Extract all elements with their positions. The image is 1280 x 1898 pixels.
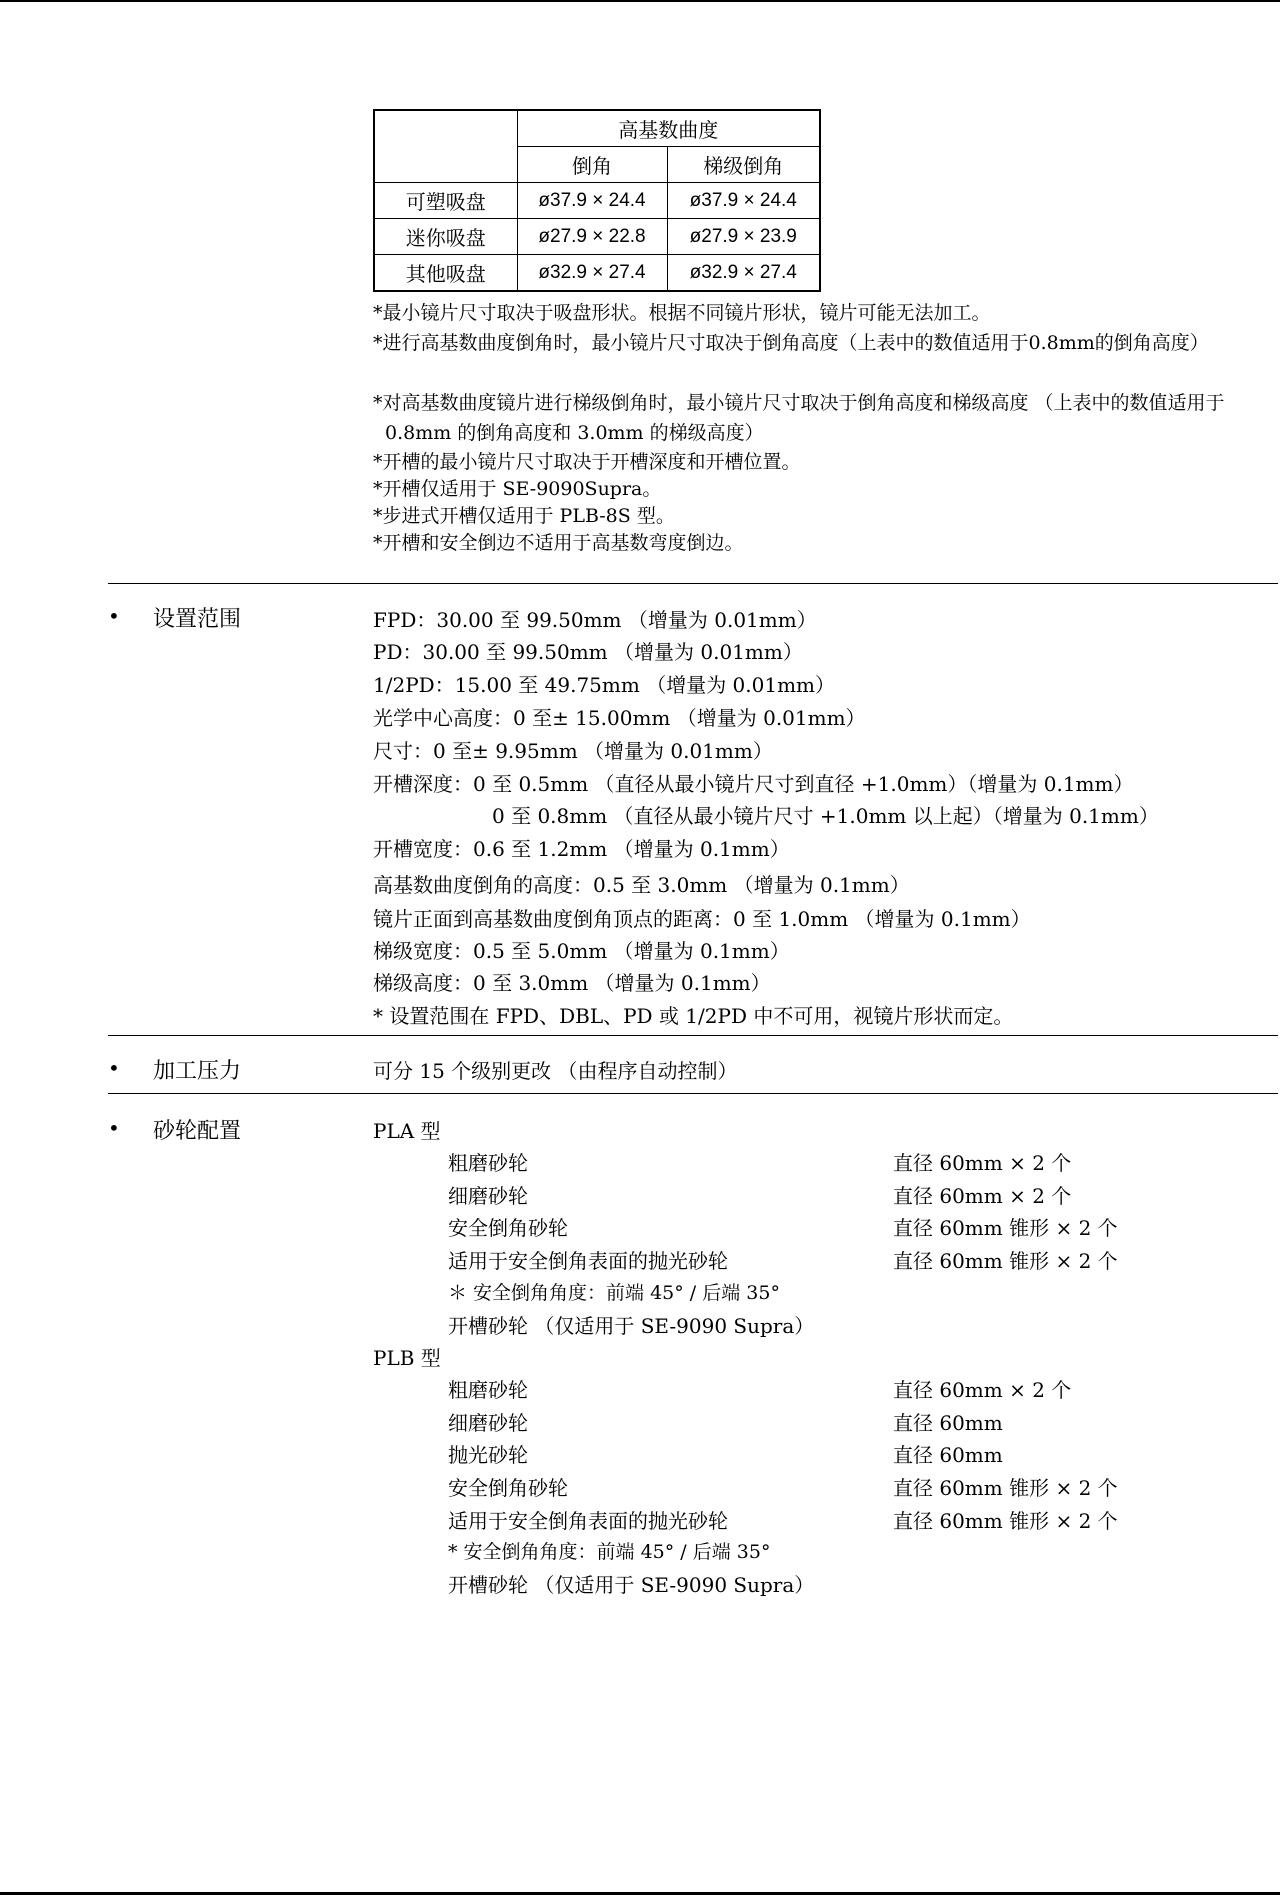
wheel-note: ＊ 安全倒角角度：前端 45° / 后端 35° <box>448 1282 780 1304</box>
bottom-rule <box>0 1892 1280 1895</box>
bullet: • <box>108 604 120 628</box>
note: *开槽的最小镜片尺寸取决于开槽深度和开槽位置。 <box>373 451 801 473</box>
setting-line-note: * 设置范围在 FPD、DBL、PD 或 1/2PD 中不可用，视镜片形状而定。 <box>373 1004 1014 1028</box>
table-header-row <box>374 110 820 147</box>
table-group-header: 高基数曲度 <box>517 110 820 147</box>
plb-title: PLB 型 <box>373 1346 441 1370</box>
table-row-label: 迷你吸盘 <box>374 219 517 255</box>
section-label-wheel-config: 砂轮配置 <box>153 1119 242 1144</box>
wheel-spec: 直径 60mm <box>893 1443 1003 1467</box>
wheel-name: 安全倒角砂轮 <box>448 1476 568 1500</box>
wheel-spec: 直径 60mm × 2 个 <box>893 1378 1072 1402</box>
wheel-name: 粗磨砂轮 <box>448 1151 528 1175</box>
table-row <box>374 219 820 255</box>
table-col-header: 梯级倒角 <box>667 147 820 183</box>
wheel-name: 开槽砂轮 （仅适用于 SE-9090 Supra） <box>448 1314 815 1338</box>
wheel-spec: 直径 60mm 锥形 × 2 个 <box>893 1216 1118 1240</box>
wheel-spec: 直径 60mm 锥形 × 2 个 <box>893 1476 1118 1500</box>
table-row-label: 可塑吸盘 <box>374 183 517 219</box>
table-col-header: 倒角 <box>517 147 667 183</box>
pla-title: PLA 型 <box>373 1119 441 1143</box>
wheel-name: 适用于安全倒角表面的抛光砂轮 <box>448 1249 728 1273</box>
wheel-spec: 直径 60mm 锥形 × 2 个 <box>893 1249 1118 1273</box>
setting-line: 0 至 0.8mm （直径从最小镜片尺寸 +1.0mm 以上起）（增量为 0.1mm） <box>492 804 1159 828</box>
section-label-pressure: 加工压力 <box>153 1059 242 1084</box>
setting-line: 开槽深度：0 至 0.5mm （直径从最小镜片尺寸到直径 +1.0mm）（增量为 0.1mm） <box>373 772 1134 796</box>
note: *步进式开槽仅适用于 PLB-8S 型。 <box>373 505 675 527</box>
table-cell: ø32.9 × 27.4 <box>667 255 820 292</box>
setting-line: 光学中心高度：0 至± 15.00mm （增量为 0.01mm） <box>373 706 866 730</box>
setting-line: 尺寸：0 至± 9.95mm （增量为 0.01mm） <box>373 739 773 763</box>
setting-line: 梯级宽度：0.5 至 5.0mm （增量为 0.1mm） <box>373 939 790 963</box>
table-row-label: 其他吸盘 <box>374 255 517 292</box>
min-lens-size-table <box>373 109 821 292</box>
wheel-name: 粗磨砂轮 <box>448 1378 528 1402</box>
note: *对高基数曲度镜片进行梯级倒角时，最小镜片尺寸取决于倒角高度和梯级高度 （上表中的数值适用于 0.8mm 的倒角高度和 3.0mm 的梯级高度） <box>373 392 1225 444</box>
table-cell: ø32.9 × 27.4 <box>517 255 667 292</box>
section-divider <box>108 583 1278 584</box>
wheel-name: 适用于安全倒角表面的抛光砂轮 <box>448 1509 728 1533</box>
wheel-name: 细磨砂轮 <box>448 1411 528 1435</box>
wheel-name: 安全倒角砂轮 <box>448 1216 568 1240</box>
note: *开槽和安全倒边不适用于高基数弯度倒边。 <box>373 532 744 554</box>
wheel-spec: 直径 60mm × 2 个 <box>893 1184 1072 1208</box>
wheel-name: 开槽砂轮 （仅适用于 SE-9090 Supra） <box>448 1573 815 1597</box>
setting-line: 梯级高度：0 至 3.0mm （增量为 0.1mm） <box>373 971 771 995</box>
table-row <box>374 255 820 292</box>
setting-line: 1/2PD：15.00 至 49.75mm （增量为 0.01mm） <box>373 673 836 697</box>
pressure-line: 可分 15 个级别更改 （由程序自动控制） <box>373 1059 738 1083</box>
note: *最小镜片尺寸取决于吸盘形状。根据不同镜片形状，镜片可能无法加工。 <box>373 302 991 324</box>
setting-line: PD：30.00 至 99.50mm （增量为 0.01mm） <box>373 640 803 664</box>
wheel-note: * 安全倒角角度：前端 45° / 后端 35° <box>448 1541 771 1563</box>
section-label-setting-range: 设置范围 <box>153 607 242 632</box>
table-corner-cell <box>374 110 517 183</box>
section-divider <box>108 1093 1278 1094</box>
note: *进行高基数曲度倒角时，最小镜片尺寸取决于倒角高度（上表中的数值适用于0.8mm的倒角高度） <box>373 332 1209 354</box>
setting-line: 镜片正面到高基数曲度倒角顶点的距离：0 至 1.0mm （增量为 0.1mm） <box>373 907 1031 931</box>
table-cell: ø27.9 × 22.8 <box>517 219 667 255</box>
table-row <box>374 183 820 219</box>
table-notes <box>373 298 1278 557</box>
table-cell: ø37.9 × 24.4 <box>517 183 667 219</box>
setting-line: FPD：30.00 至 99.50mm （增量为 0.01mm） <box>373 608 817 632</box>
section-divider <box>108 1035 1278 1036</box>
wheel-spec: 直径 60mm <box>893 1411 1003 1435</box>
wheel-name: 细磨砂轮 <box>448 1184 528 1208</box>
wheel-name: 抛光砂轮 <box>448 1443 528 1467</box>
bullet: • <box>108 1116 120 1140</box>
table-cell: ø37.9 × 24.4 <box>667 183 820 219</box>
wheel-spec: 直径 60mm 锥形 × 2 个 <box>893 1509 1118 1533</box>
setting-line: 开槽宽度：0.6 至 1.2mm （增量为 0.1mm） <box>373 837 790 861</box>
setting-line: 高基数曲度倒角的高度：0.5 至 3.0mm （增量为 0.1mm） <box>373 873 910 897</box>
note: *开槽仅适用于 SE-9090Supra。 <box>373 478 662 500</box>
bullet: • <box>108 1056 120 1080</box>
wheel-spec: 直径 60mm × 2 个 <box>893 1151 1072 1175</box>
top-rule <box>0 0 1280 2</box>
table-cell: ø27.9 × 23.9 <box>667 219 820 255</box>
